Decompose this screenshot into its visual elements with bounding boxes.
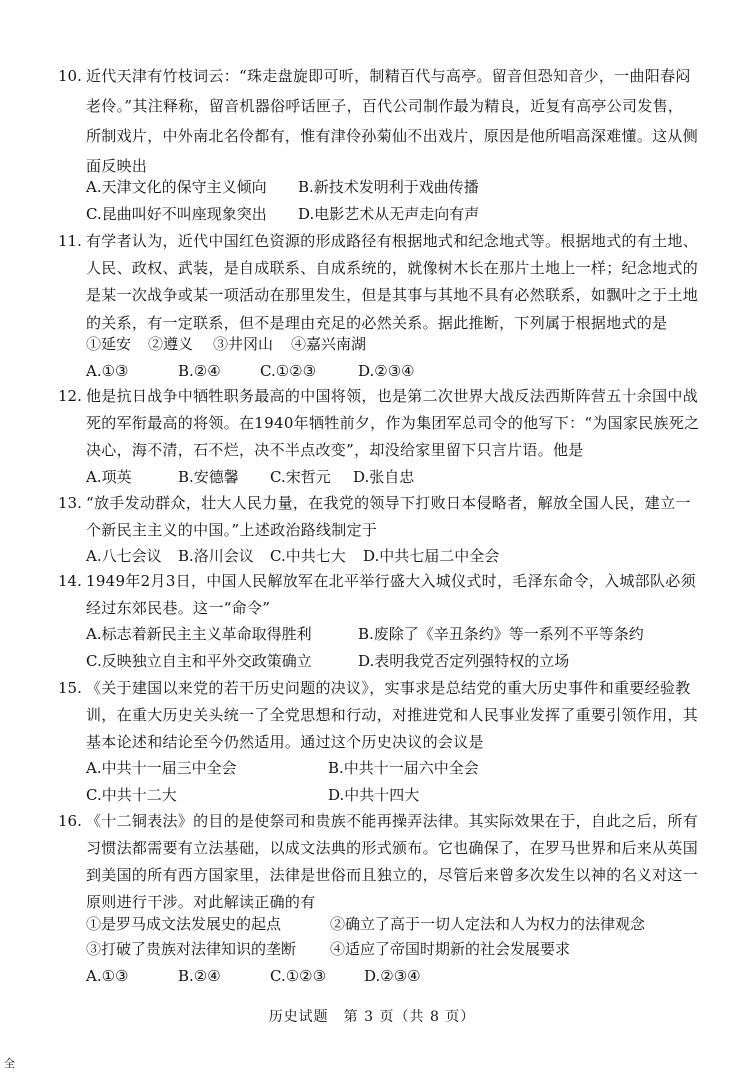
option-a: A.天津文化的保守主义倾向	[86, 178, 267, 196]
option-c: C.中共十二大	[86, 786, 177, 804]
question-text-line: 他是抗日战争中牺牲职务最高的中国将领，也是第二次世界大战反法西斯阵营五十余国中战	[86, 387, 699, 405]
question-text-line: 1949年2月3日，中国人民解放军在北平举行盛大入城仪式时，毛泽东命令，入城部队必须	[86, 572, 696, 590]
question-text-line: 原则进行干涉。对此解读正确的有	[86, 893, 316, 911]
question-text-line: 《关于建国以来党的若干历史问题的决议》，实事求是总结党的重大历史事件和重要经验教	[86, 679, 691, 697]
question-number: 16.	[58, 812, 82, 830]
corner-mark: 全	[4, 1057, 15, 1070]
question-number: 14.	[58, 572, 82, 590]
option-d: D.中共十四大	[328, 786, 420, 804]
sub-item-1: ①是罗马成文法发展史的起点	[86, 915, 282, 933]
sub-item-4: ④适应了帝国时期新的社会发展要求	[330, 940, 571, 958]
question-text-line: 个新民主主义的中国。”上述政治路线制定于	[86, 521, 378, 539]
option-d: D.表明我党否定列强特权的立场	[358, 652, 570, 670]
option-c: C.①②③	[260, 362, 317, 380]
question-text-line: 老伶。”其注释称，留音机器俗呼话匣子，百代公司制作最为精良，近复有高亭公司发售，	[86, 97, 684, 115]
option-b: B.安德馨	[178, 468, 239, 486]
question-number: 11.	[58, 232, 82, 250]
option-b: B.②④	[178, 967, 221, 985]
option-c: C.昆曲叫好不叫座现象突出	[86, 205, 267, 223]
option-b: B.②④	[178, 362, 221, 380]
question-text-line: 到美国的所有西方国家里，法律是世俗而且独立的，尽管后来曾多次发生以神的名义对这一	[86, 866, 699, 884]
question-text-line: 有学者认为，近代中国红色资源的形成路径有根据地式和纪念地式等。根据地式的有土地、	[86, 232, 699, 250]
option-c: C.中共七大	[270, 547, 346, 565]
sub-item-4: ④嘉兴南湖	[291, 335, 367, 353]
option-d: D.电影艺术从无声走向有声	[298, 205, 480, 223]
option-c: C.反映独立自主和平外交政策确立	[86, 652, 312, 670]
sub-item-3: ③打破了贵族对法律知识的垄断	[86, 940, 297, 958]
question-text-line: 经过东郊民巷。这一“命令”	[86, 599, 271, 617]
question-number: 10.	[58, 67, 82, 85]
question-text-line: 所制戏片，中外南北名伶都有，惟有津伶孙菊仙不出戏片，原因是他所唱高深难懂。这从侧	[86, 127, 699, 145]
option-a: A.①③	[86, 967, 129, 985]
sub-item-1: ①延安	[86, 335, 132, 353]
question-text-line: 面反映出	[86, 157, 148, 175]
option-b: B.洛川会议	[178, 547, 254, 565]
question-text-line: 决心，海不清，石不烂，决不半点改变”，却没给家里留下只言片语。他是	[86, 441, 584, 459]
option-d: D.②③④	[358, 362, 415, 380]
option-d: D.中共七届二中全会	[363, 547, 500, 565]
option-b: B.新技术发明利于戏曲传播	[298, 178, 479, 196]
option-a: A.项英	[86, 468, 132, 486]
question-text-line: “放手发动群众，壮大人民力量，在我党的领导下打败日本侵略者，解放全国人民，建立一	[86, 494, 691, 512]
question-text-line: 死的军衔最高的将领。在1940年牺牲前夕，作为集团军总司令的他写下：“为国家民族死之	[86, 414, 700, 432]
option-d: D.②③④	[364, 967, 421, 985]
sub-item-2: ②确立了高于一切人定法和人为权力的法律观念	[330, 915, 646, 933]
option-b: B.中共十一届六中全会	[328, 759, 479, 777]
sub-item-2: ②遵义	[148, 335, 194, 353]
option-a: A.标志着新民主主义革命取得胜利	[86, 625, 312, 643]
question-text-line: 《十二铜表法》的目的是使祭司和贵族不能再操弄法律。其实际效果在于，自此之后，所有	[86, 812, 699, 830]
question-text-line: 训，在重大历史关头统一了全党思想和行动，对推进党和人民事业发挥了重要引领作用，其	[86, 706, 699, 724]
question-text-line: 基本论述和结论至今仍然适用。通过这个历史决议的会议是	[86, 733, 484, 751]
question-number: 15.	[58, 679, 82, 697]
option-a: A.①③	[86, 362, 129, 380]
question-text-line: 的关系，有一定联系，但不是理由充足的必然关系。据此推断，下列属于根据地式的是	[86, 314, 668, 332]
option-a: A.中共十一届三中全会	[86, 759, 237, 777]
question-text-line: 近代天津有竹枝词云：“珠走盘旋即可听，制精百代与高亭。留音但恐知音少，一曲阳春闷	[86, 67, 691, 85]
option-c: C.①②③	[270, 967, 327, 985]
sub-item-3: ③井冈山	[213, 335, 274, 353]
option-a: A.八七会议	[86, 547, 162, 565]
option-b: B.废除了《辛丑条约》等一系列不平等条约	[358, 625, 644, 643]
question-number: 13.	[58, 494, 82, 512]
question-text-line: 是某一次战争或某一项活动在那里发生，但是其事与其地不具有必然联系，如飘叶之于土地	[86, 286, 699, 304]
question-number: 12.	[58, 387, 82, 405]
option-c: C.宋哲元	[270, 468, 331, 486]
question-text-line: 习惯法都需要有立法基础，以成文法典的形式颁布。它也确保了，在罗马世界和后来从英国	[86, 839, 699, 857]
option-d: D.张自忠	[353, 468, 415, 486]
page-footer: 历史试题 第 3 页（共 8 页）	[268, 1009, 476, 1025]
question-text-line: 人民、政权、武装，是自成联系、自成系统的，就像树木长在那片土地上一样；纪念地式的	[86, 259, 699, 277]
